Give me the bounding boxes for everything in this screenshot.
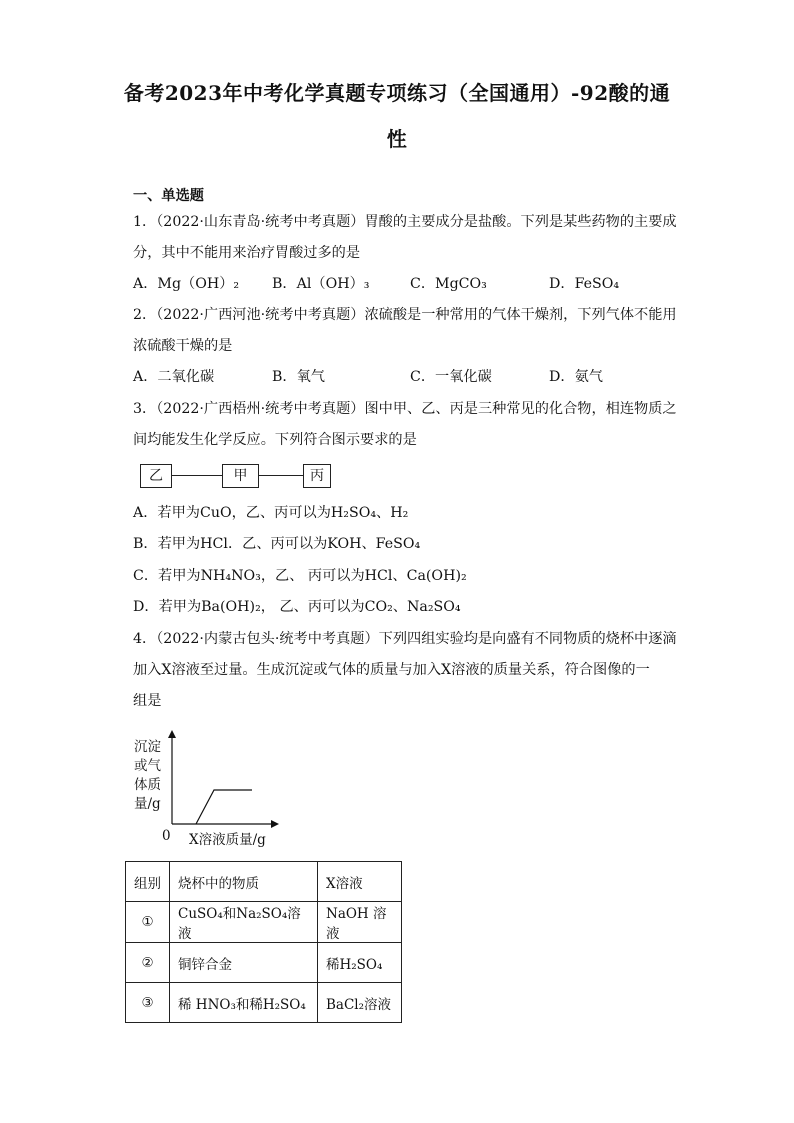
table-header-cell: X溶液	[318, 862, 402, 902]
q4-text-line-2: 加入X溶液至过量。生成沉淀或气体的质量与加入X溶液的质量关系，符合图像的一	[133, 662, 650, 678]
graph-curve	[196, 790, 252, 824]
table-cell: 稀H₂SO₄	[318, 943, 402, 983]
q3-option-c: C．若甲为NH₄NO₃，乙、 丙可以为HCl、Ca(OH)₂	[133, 568, 467, 584]
q3-option-d: D．若甲为Ba(OH)₂， 乙、丙可以为CO₂、Na₂SO₄	[133, 599, 461, 615]
q2-text-line-1: 2．（2022·广西河池·统考中考真题）浓硫酸是一种常用的气体干燥剂，下列气体不能用	[133, 307, 677, 323]
table-cell: ①	[126, 902, 170, 943]
graph-x-label: X溶液质量/g	[189, 832, 266, 848]
diagram-box-bing: 丙	[303, 464, 331, 488]
q3-option-a: A．若甲为CuO，乙、丙可以为H₂SO₄、H₂	[133, 505, 409, 521]
q2-option-c: C．一氧化碳	[410, 369, 492, 385]
table-header-cell: 组别	[126, 862, 170, 902]
title-line-1: 备考2023年中考化学真题专项练习（全国通用）-92酸的通	[123, 81, 671, 105]
x-axis-arrow	[271, 820, 279, 828]
y-label-line-2: 或气	[134, 758, 161, 774]
q2-text-line-2: 浓硫酸干燥的是	[133, 338, 233, 354]
q3-text-line-2: 间均能发生化学反应。下列符合图示要求的是	[133, 432, 417, 448]
table-row	[126, 983, 402, 1023]
table-header-cell: 烧杯中的物质	[170, 862, 318, 902]
q2-option-a: A．二氧化碳	[133, 369, 215, 385]
table-cell: 稀 HNO₃和稀H₂SO₄	[170, 983, 318, 1023]
q1-text-line-1: 1．（2022·山东青岛·统考中考真题）胃酸的主要成分是盐酸。下列是某些药物的主要成	[133, 214, 677, 230]
diagram-box-yi: 乙	[140, 464, 172, 488]
q1-option-b: B．Al（OH）₃	[272, 276, 370, 292]
section-heading: 一、单选题	[133, 188, 204, 204]
q4-text-line-3: 组是	[133, 693, 162, 709]
table-cell: BaCl₂溶液	[318, 983, 402, 1023]
q2-option-d: D．氨气	[549, 369, 603, 385]
table-cell: ②	[126, 943, 170, 983]
page-title	[120, 70, 674, 162]
title-line-2: 性	[386, 127, 408, 151]
q1-option-c: C．MgCO₃	[410, 276, 487, 292]
table-row	[126, 943, 402, 983]
diagram-box-jia: 甲	[222, 464, 259, 488]
y-label-line-3: 体质	[134, 777, 161, 793]
diagram-connector-left	[172, 475, 222, 476]
q4-table	[125, 861, 402, 1023]
q1-text-line-2: 分，其中不能用来治疗胃酸过多的是	[133, 245, 361, 261]
table-header-row	[126, 862, 402, 902]
y-label-line-1: 沉淀	[134, 739, 161, 755]
y-axis-arrow	[168, 730, 176, 738]
q2-option-b: B．氧气	[272, 369, 325, 385]
table-cell: ③	[126, 983, 170, 1023]
q3-option-b: B．若甲为HCl．乙、丙可以为KOH、FeSO₄	[133, 536, 421, 552]
table-cell: 铜锌合金	[170, 943, 318, 983]
graph-y-label	[134, 738, 166, 814]
q1-option-d: D．FeSO₄	[549, 276, 620, 292]
y-label-line-4: 量/g	[134, 796, 161, 812]
table-row	[126, 902, 402, 943]
q4-text-line-1: 4．（2022·内蒙古包头·统考中考真题）下列四组实验均是向盛有不同物质的烧杯中逐滴	[133, 631, 677, 647]
diagram-connector-right	[259, 475, 303, 476]
table-cell: NaOH 溶液	[318, 902, 402, 943]
q1-option-a: A．Mg（OH）₂	[133, 276, 240, 292]
graph-origin-label: 0	[162, 828, 171, 844]
q3-text-line-1: 3．（2022·广西梧州·统考中考真题）图中甲、乙、丙是三种常见的化合物，相连物质之	[133, 401, 677, 417]
table-cell: CuSO₄和Na₂SO₄溶液	[170, 902, 318, 943]
